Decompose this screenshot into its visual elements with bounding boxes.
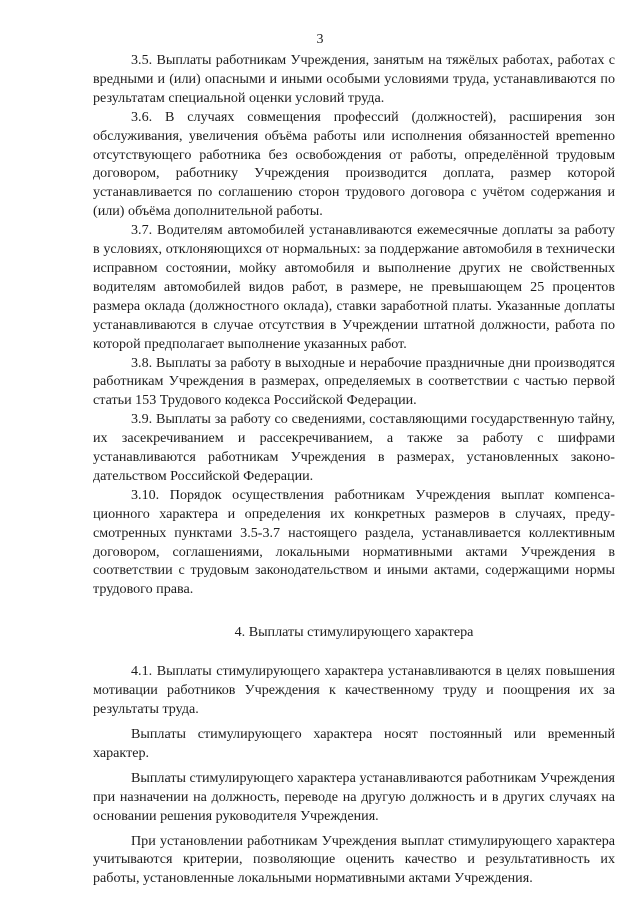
paragraph-3-10: 3.10. Порядок осуществления работникам Учреждения выплат компенсационного характера и определения их конкретных размеров в случаях, предусмотренных пунктами 3.5-3.7 настоящего раздела, устанавливается коллективным договором, соглашениями, локальными нормативными актами Учреждения в соответствии с трудовым законодательством и иными актами, содержащими нормы трудового права. <box>93 486 615 598</box>
paragraph-4-criteria: При установлении работникам Учреждения выплат стимулирующего характера учитываются критерии, позволяющие оценить качество и результативность их работы, установленные локальными нормативными актами Учреждения. <box>93 832 615 887</box>
paragraph-3-6: 3.6. В случаях совмещения профессий (должностей), расширения зон обслуживания, увеличения объёма работы или исполнения обязанностей вреmенно отсутствующего работника без освобождения от работы, определённой трудовым договором, работнику Учреждения производится доплата, размер которой устанавливается по соглашению сторон трудового договора с учётом содержания и (или) объёма дополнительной работы. <box>93 108 615 220</box>
paragraph-3-9: 3.9. Выплаты за работу со сведениями, составляющими государственную тайну, их засекречиванием и рассекречиванием, а также за работу с шифрами устанавливаются работникам Учреждения в размерах, установленных законодательством Российской Федерации. <box>93 411 615 484</box>
paragraph-4-nature: Выплаты стимулирующего характера носят постоянный или временный характер. <box>93 726 615 761</box>
paragraph-4-assignment: Выплаты стимулирующего характера устанавливаются работникам Учреждения при назначении на должность, переводе на другую должность и в других случаях на основании решения руководителя Учреждения. <box>93 769 615 824</box>
paragraph-3-5: 3.5. Выплаты работникам Учреждения, занятым на тяжёлых работах, работах с вредными и (или) опасными и иными особыми условиями труда, устанавливаются по результатам специальной оценки условий труда. <box>93 52 615 106</box>
paragraph-3-8: 3.8. Выплаты за работу в выходные и нерабочие праздничные дни производятся работникам Учреждения в размерах, определяемых в соответствии с частью первой статьи 153 Трудового кодекса Российской Федерации. <box>93 354 615 409</box>
paragraph-4-1: 4.1. Выплаты стимулирующего характера устанавливаются в целях повышения мотивации работников Учреждения к качественному труду и поощрения их за результаты труда. <box>93 663 615 718</box>
paragraph-3-7: 3.7. Водителям автомобилей устанавливаются ежемесячные доплаты за работу в условиях, отклоняющихся от нормальных: за поддержание автомобиля в технически исправном состоянии, мойку автомобиля и выполнение других не свойственных водителям автомобилей видов работ, в размере, не превышающем 25 процентов размера оклада (должностного оклада), ставки заработной платы. Указанные доплаты устанавливаются в случае отсутствия в Учреждении штатной должности, работа по которой предполагает выполнение указанных работ. <box>93 222 615 352</box>
document-body <box>93 51 615 888</box>
page-number: 3 <box>316 32 324 47</box>
section-4-heading: 4. Выплаты стимулирующего характера <box>234 624 474 641</box>
